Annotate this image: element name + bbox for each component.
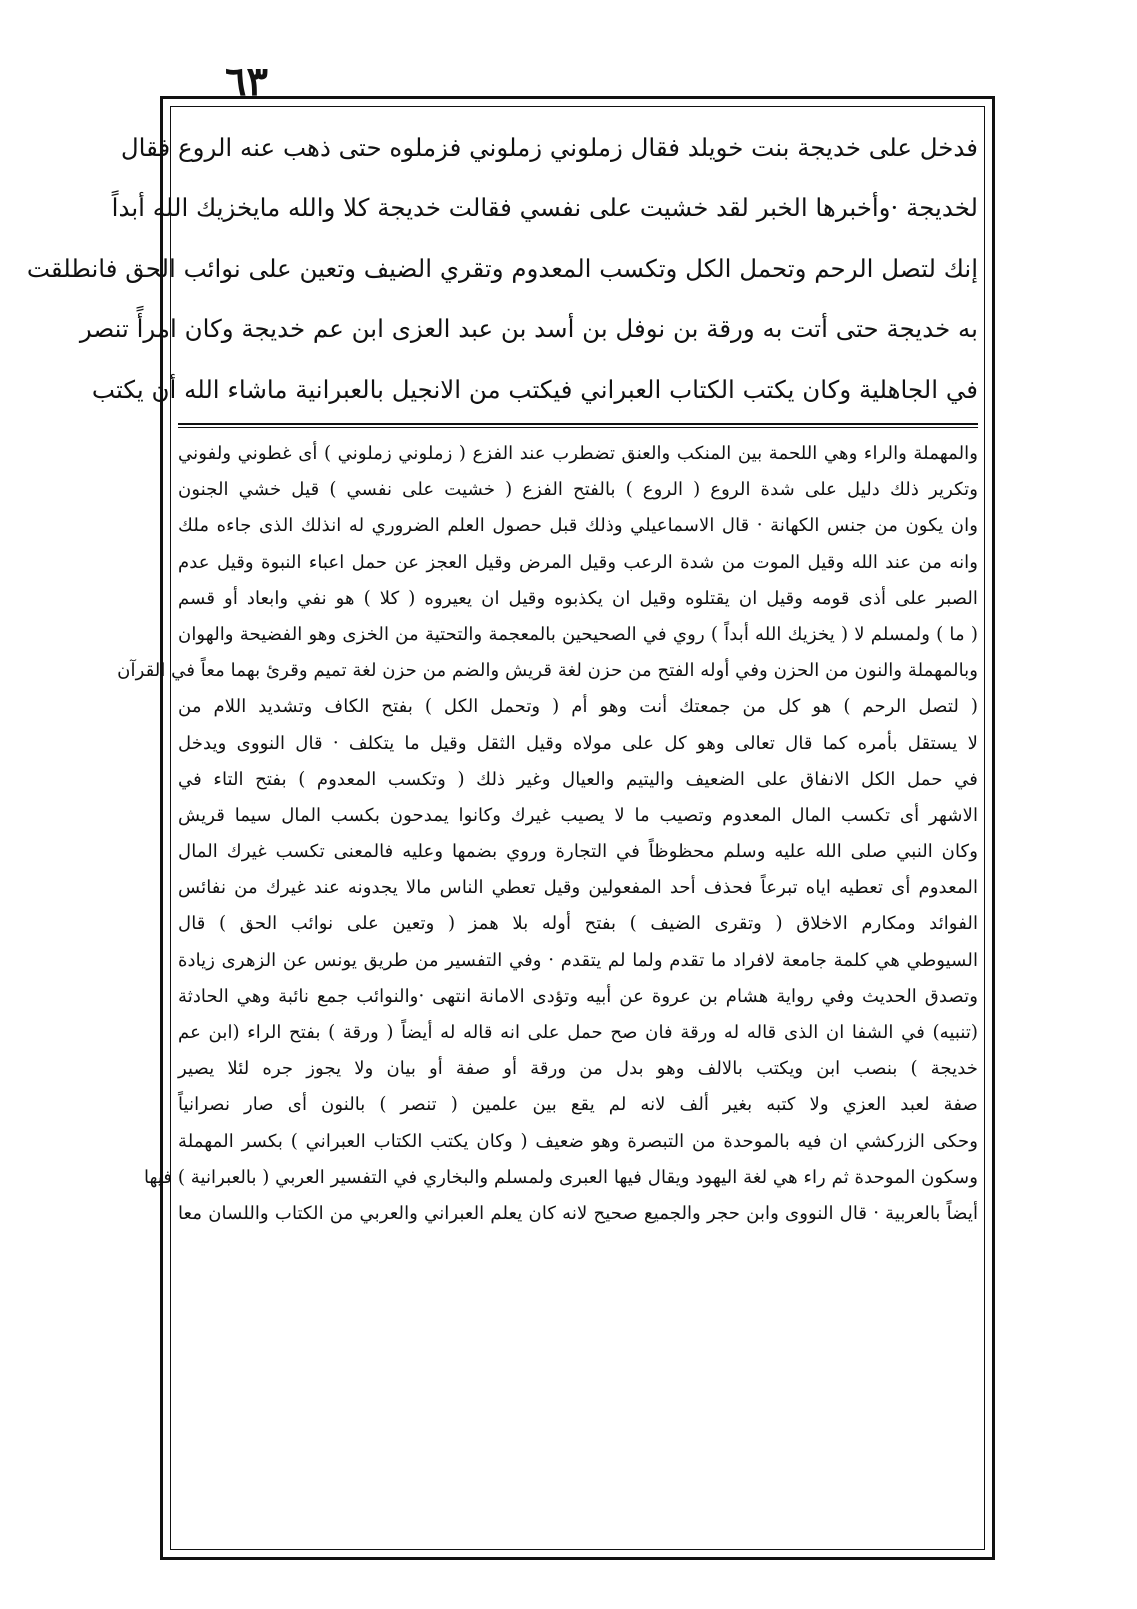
commentary-line: وسكون الموحدة ثم راء هي لغة اليهود ويقال فيها العبرى ولمسلم والبخاري في التفسير العربي ( بالعبرانية ) فيها [143, 1166, 978, 1188]
commentary-line: صفة لعبد العزي ولا كتبه بغير ألف لانه لم يقع بين علمين ( تنصر ) بالنون أى صار نصرانياً [178, 1094, 978, 1116]
commentary-line: والمهملة والراء وهي اللحمة بين المنكب والعنق تضطرب عند الفزع ( زملوني زملوني ) أى غطوني ولفوني [178, 443, 978, 464]
main-text-block [26, 118, 978, 420]
main-text-line: لخديجة ·وأخبرها الخبر لقد خشيت على نفسي فقالت خديجة كلا والله مايخزيك الله أبداً [111, 193, 978, 223]
main-text-line: فدخل على خديجة بنت خويلد فقال زملوني زملوني فزملوه حتى ذهب عنه الروع فقال [120, 133, 978, 162]
commentary-line: وان يكون من جنس الكهانة · قال الاسماعيلي وذلك قبل حصول العلم الضروري له انذلك الذى جاءه ملك [178, 515, 978, 537]
main-text-line: به خديجة حتى أتت به ورقة بن نوفل بن أسد بن عبد العزى ابن عم خديجة وكان امرأً تنصر [79, 314, 978, 344]
main-text-line: في الجاهلية وكان يكتب الكتاب العبراني فيكتب من الانجيل بالعبرانية ماشاء الله أن يكتب [91, 374, 978, 404]
commentary-line: الاشهر أى تكسب المال المعدوم وتصيب ما لا يصيب غيرك وكانوا يمدحون بكسب المال سيما قريش [178, 804, 978, 826]
page-number: ٦٣ [225, 58, 268, 105]
commentary-line: (تنبيه) في الشفا ان الذى قاله له ورقة فان صح حمل على انه قاله له أيضاً ( ورقة ) بفتح الراء (ابن عم [178, 1022, 978, 1043]
commentary-line: الفوائد ومكارم الاخلاق ( وتقرى الضيف ) بفتح أوله بلا همز ( وتعين على نوائب الحق ) قال [178, 913, 978, 935]
commentary-line: الصبر على أذى قومه وقيل ان يقتلوه وقيل ان يكذبوه وقيل ان يعيروه ( كلا ) هو نفي وابعاد أو قسم [178, 587, 978, 609]
commentary-line: وكان النبي صلى الله عليه وسلم محظوظاً في التجارة وروي بضمها وعليه فالمعنى تكسب غيرك المال [178, 841, 978, 863]
commentary-line: السيوطي هي كلمة جامعة لافراد ما تقدم ولما لم يتقدم · وفي التفسير من طريق يونس عن الزهرى زيادة [178, 949, 978, 971]
commentary-line: وحكى الزركشي ان فيه بالموحدة من التبصرة وهو ضعيف ( وكان يكتب الكتاب العبراني ) بكسر المهملة [178, 1130, 978, 1152]
commentary-line: وتكرير ذلك دليل على شدة الروع ( الروع ) بالفتح الفزع ( خشيت على نفسي ) قيل خشي الجنون [178, 479, 978, 501]
commentary-line: لا يستقل بأمره كما قال تعالى وهو كل على مولاه وقيل الثقل وقيل ما يتكلف · قال النووى ويدخل [178, 732, 978, 754]
commentary-line: في حمل الكل الانفاق على الضعيف واليتيم والعيال وغير ذلك ( وتكسب المعدوم ) بفتح التاء في [178, 768, 978, 790]
commentary-line: وانه من عند الله وقيل الموت من شدة الرعب وقيل المرض وقيل العجز عن حمل اعباء النبوة وقيل عدم [178, 551, 978, 573]
section-divider [178, 423, 978, 428]
main-text-line: إنك لتصل الرحم وتحمل الكل وتكسب المعدوم وتقري الضيف وتعين على نوائب الحق فانطلقت [26, 253, 978, 283]
commentary-line: ( لتصل الرحم ) هو كل من جمعتك أنت وهو أم ( وتحمل الكل ) بفتح الكاف وتشديد اللام من [178, 696, 978, 718]
commentary-line: ( ما ) ولمسلم لا ( يخزيك الله أبداً ) روي في الصحيحين بالمعجمة والتحتية من الخزى وهو الفضيحة والهوان [178, 623, 978, 645]
commentary-block [117, 436, 978, 1546]
commentary-line: وتصدق الحديث وفي رواية هشام بن عروة عن أبيه وتؤدى الامانة انتهى ·والنوائب جمع نائبة وهي الحادثة [178, 985, 978, 1007]
commentary-line: المعدوم أى تعطيه اياه تبرعاً فحذف أحد المفعولين وقيل تعطي الناس مالا يجدونه عند غيرك من نفائس [178, 877, 978, 899]
commentary-line: وبالمهملة والنون من الحزن وفي أوله الفتح من حزن لغة قريش والضم من حزن لغة تميم وقرئ بهما معاً في القرآن [117, 660, 978, 682]
commentary-line: أيضاً بالعربية · قال النووى وابن حجر والجميع صحيح لانه كان يعلم العبراني والعربي من الكتاب واللسان معا [178, 1202, 978, 1224]
commentary-line: خديجة ) بنصب ابن ويكتب بالالف وهو بدل من ورقة أو صفة أو بيان ولا يجوز جره لئلا يصير [178, 1058, 978, 1080]
